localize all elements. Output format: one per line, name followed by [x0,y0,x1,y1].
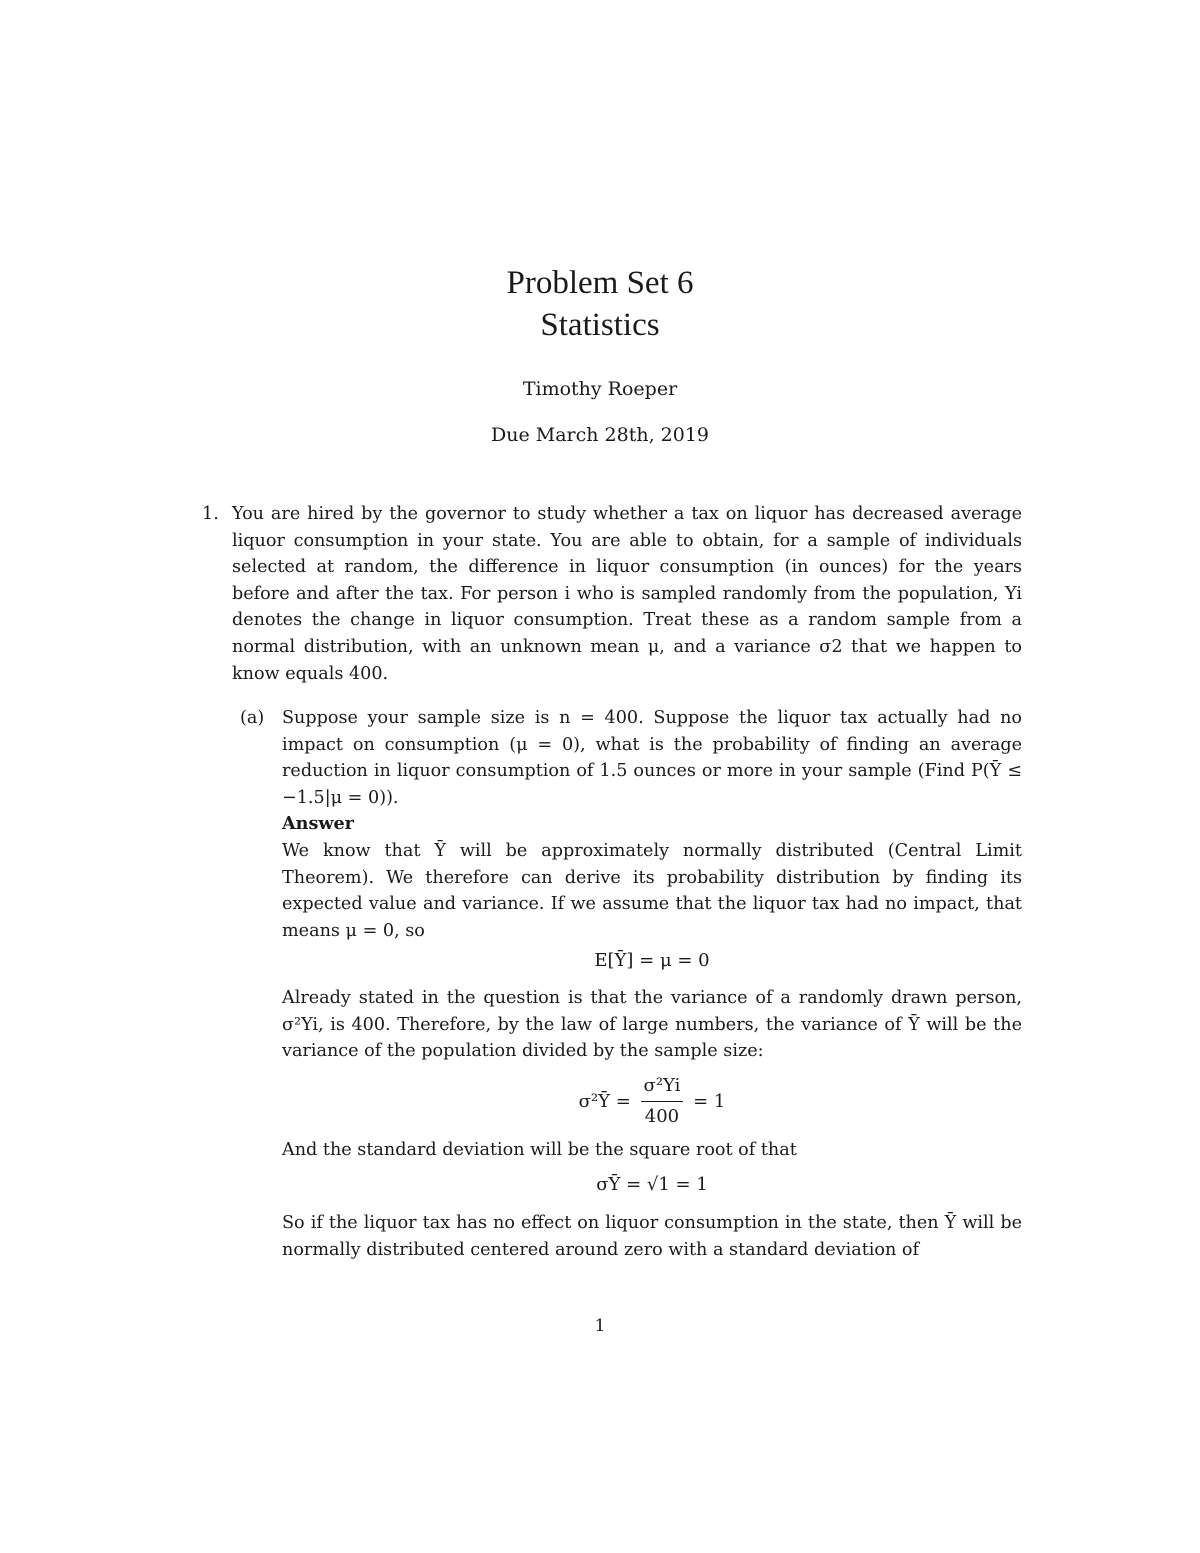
fraction-numerator: σ²Yi [641,1073,684,1103]
equation-std-dev: σȲ = √1 = 1 [596,1173,708,1195]
variance-lhs: σ²Ȳ = [578,1090,631,1112]
part-label: (a) [240,708,265,728]
part-a [240,705,1022,1263]
answer-heading: Answer [282,813,354,835]
answer-paragraph-1: We know that Ȳ will be approximately normally distributed (Central Limit Theorem). We therefore can derive its probability distribution by finding its expected value and variance. If we assume that the liquor tax had no impact, that means μ = 0, so [282,840,1022,941]
fraction-denominator: 400 [644,1106,680,1128]
title-line-1: Problem Set 6 [506,265,694,301]
document-title [0,262,1200,346]
variance-rhs: = 1 [693,1090,726,1112]
equation-variance [282,1073,1022,1131]
problem-text: You are hired by the governor to study whether a tax on liquor has decreased average liquor consumption in your state. You are able to obtain, for a sample of individuals selected at random, the difference in liquor consumption (in ounces) for the years before and after the tax. For person i who is sampled randomly from the population, Yi denotes the change in liquor consumption. Treat these as a random sample from a normal distribution, with an unknown mean μ, and a variance σ2 that we happen to know equals 400. [232,504,1022,684]
answer-paragraph-2: Already stated in the question is that the variance of a randomly drawn person, σ²Yi, is 400. Therefore, by the law of large numbers, the variance of Ȳ will be the variance of the population divided by the sample size: [282,987,1022,1062]
equation-expected-value: E[Ȳ] = μ = 0 [594,950,710,972]
answer-paragraph-3: And the standard deviation will be the square root of that [282,1139,797,1160]
variance-fraction [641,1073,684,1131]
answer-paragraph-4: So if the liquor tax has no effect on liquor consumption in the state, then Ȳ will be normally distributed centered around zero with a standard deviation of [282,1213,1022,1260]
problem-number: 1. [202,504,219,524]
due-date: Due March 28th, 2019 [490,424,710,446]
title-line-2: Statistics [540,307,660,343]
problem-1 [202,501,1022,687]
page-number: 1 [594,1316,606,1336]
author: Timothy Roeper [522,378,678,400]
part-a-question: Suppose your sample size is n = 400. Suppose the liquor tax actually had no impact on consumption (μ = 0), what is the probability of finding an average reduction in liquor consumption of 1.5 ounces or more in your sample (Find P(Ȳ ≤ −1.5|μ = 0)). [282,708,1022,808]
